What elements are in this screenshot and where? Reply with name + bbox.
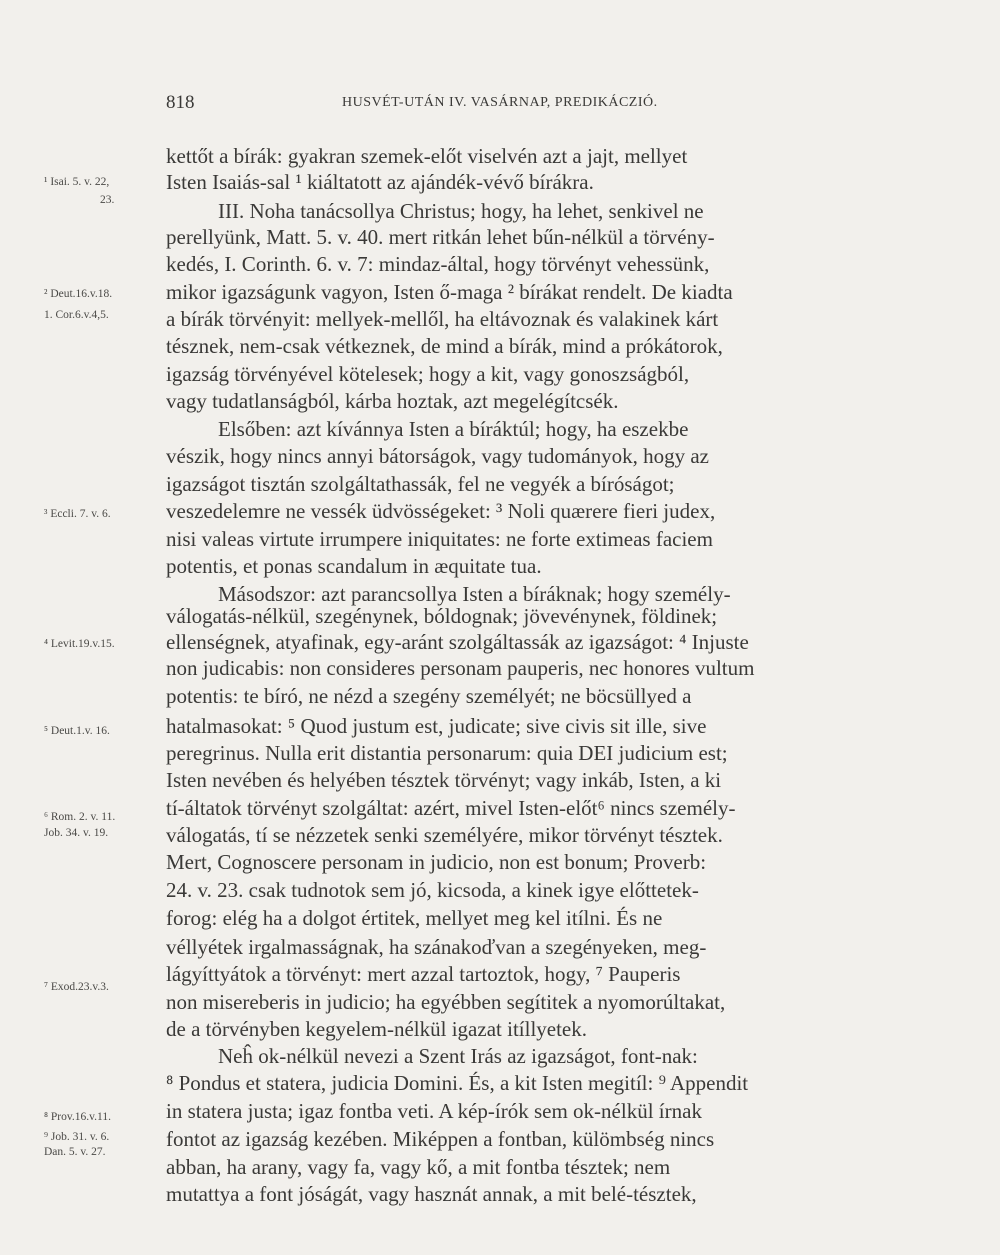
page-number: 818 (166, 92, 195, 113)
text-line: fontot az igazság kezében. Miképpen a fontban, külömbség nincs (166, 1127, 715, 1151)
text-line: in statera justa; igaz fontba veti. A kép-írók sem ok-nélkül írnak (166, 1099, 702, 1123)
text-line: igazság törvényével kötelesek; hogy a kit, vagy gonoszságból, (166, 362, 690, 386)
text-line: perellyünk, Matt. 5. v. 40. mert ritkán lehet bűn-nélkül a törvény- (166, 225, 715, 249)
text-line: a bírák törvényit: mellyek-mellől, ha eltávoznak és valakinek kárt (166, 307, 719, 331)
running-head: HUSVÉT-UTÁN IV. VASÁRNAP, PREDIKÁCZIÓ. (342, 95, 658, 110)
text-line: nisi valeas virtute irrumpere iniquitates: ne forte extimeas faciem (166, 527, 713, 551)
text-line: lágyíttyátok a törvényt: mert azzal tartoztok, hogy, ⁷ Pauperis (166, 962, 681, 986)
text-line: mikor igazságunk vagyon, Isten ő-maga ² bírákat rendelt. De kiadta (166, 280, 733, 304)
text-line: tí-áltatok törvényt szolgáltat: azért, mivel Isten-előt⁶ nincs személy- (166, 796, 736, 820)
margin-note: ⁴ Levit.19.v.15. (44, 638, 115, 650)
text-line: tésznek, nem-csak vétkeznek, de mind a bírák, mind a prókátorok, (166, 334, 723, 358)
text-line: forog: elég ha a dolgot értitek, mellyet meg kel itílni. És ne (166, 906, 663, 930)
text-line: vagy tudatlanságból, kárba hoztak, azt megelégítcsék. (166, 389, 619, 413)
margin-note: ⁵ Deut.1.v. 16. (44, 725, 110, 737)
text-line: Másodszor: azt parancsollya Isten a bíráknak; hogy személy- (218, 582, 731, 606)
margin-note: ⁹ Job. 31. v. 6. (44, 1131, 110, 1143)
text-line: Neĥ ok-nélkül nevezi a Szent Irás az igazságot, font-nak: (218, 1044, 698, 1068)
text-line: potentis, et ponas scandalum in æquitate tua. (166, 554, 542, 578)
text-line: kettőt a bírák: gyakran szemek-előt viselvén azt a jajt, mellyet (166, 144, 688, 168)
text-line: mutattya a font jóságát, vagy hasznát annak, a mit belé-tésztek, (166, 1182, 697, 1206)
text-line: hatalmasokat: ⁵ Quod justum est, judicate; sive civis sit ille, sive (166, 714, 707, 738)
text-line: véllyétek irgalmasságnak, ha szánakoďvan a szegényeken, meg- (166, 935, 707, 959)
margin-note: ⁶ Rom. 2. v. 11. (44, 811, 116, 823)
text-line: non judicabis: non consideres personam pauperis, nec honores vultum (166, 656, 755, 680)
text-line: Isten nevében és helyében tésztek törvényt; vagy inkáb, Isten, a ki (166, 768, 722, 792)
margin-note: ³ Eccli. 7. v. 6. (44, 508, 111, 520)
margin-note: 23. (100, 194, 115, 206)
text-line: vészik, hogy nincs annyi bátorságok, vagy tudományok, hogy az (166, 444, 709, 468)
margin-note: ² Deut.16.v.18. (44, 288, 113, 300)
margin-note: ⁸ Prov.16.v.11. (44, 1111, 111, 1123)
text-line: kedés, I. Corinth. 6. v. 7: mindaz-által, hogy törvényt vehessünk, (166, 252, 710, 276)
text-line: abban, ha arany, vagy fa, vagy kő, a mit fontba tésztek; nem (166, 1155, 671, 1179)
margin-note: Dan. 5. v. 27. (44, 1146, 106, 1158)
margin-note: Job. 34. v. 19. (44, 827, 109, 839)
text-line: válogatás-nélkül, szegénynek, bóldognak; jövevénynek, földinek; (166, 604, 718, 628)
text-line: de a törvényben kegyelem-nélkül igazat itíllyetek. (166, 1017, 588, 1041)
text-line: Mert, Cognoscere personam in judicio, non est bonum; Proverb: (166, 850, 707, 874)
text-line: 24. v. 23. csak tudnotok sem jó, kicsoda, a kinek igye előttetek- (166, 878, 699, 902)
margin-note: ¹ Isai. 5. v. 22, (44, 176, 110, 188)
text-line: ellenségnek, atyafinak, egy-aránt szolgáltassák az igazságot: ⁴ Injuste (166, 630, 749, 654)
text-line: III. Noha tanácsollya Christus; hogy, ha lehet, senkivel ne (218, 199, 704, 223)
text-line: ⁸ Pondus et statera, judicia Domini. És, a kit Isten megitíl: ⁹ Appendit (166, 1071, 749, 1095)
margin-note: ⁷ Exod.23.v.3. (44, 981, 109, 993)
text-line: peregrinus. Nulla erit distantia personarum: quia DEI judicium est; (166, 741, 728, 765)
text-line: igazságot tisztán szolgáltathassák, fel ne vegyék a bíróságot; (166, 472, 675, 496)
text-line: potentis: te bíró, ne nézd a szegény személyét; ne böcsüllyed a (166, 684, 692, 708)
margin-note: 1. Cor.6.v.4,5. (44, 309, 109, 321)
text-line: válogatás, tí se nézzetek senki személyére, mikor törvényt tésztek. (166, 823, 723, 847)
text-line: Elsőben: azt kívánnya Isten a bíráktúl; hogy, ha eszekbe (218, 417, 689, 441)
text-line: veszedelemre ne vessék üdvösségeket: ³ Noli quærere fieri judex, (166, 499, 716, 523)
text-line: Isten Isaiás-sal ¹ kiáltatott az ajándék-vévő bírákra. (166, 170, 594, 194)
text-line: non misereberis in judicio; ha egyébben segítitek a nyomorúltakat, (166, 990, 726, 1014)
